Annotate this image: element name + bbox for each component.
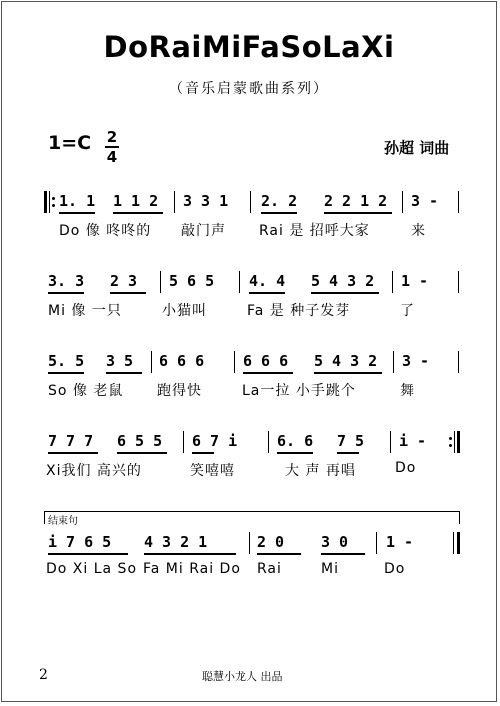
- eighth-underline: [110, 292, 146, 294]
- lyric-text: Do: [384, 561, 406, 577]
- barline: [453, 532, 454, 554]
- barline: [392, 271, 393, 293]
- eighth-underline: [144, 553, 236, 555]
- measure-notes: 7 5: [337, 432, 365, 450]
- barline: [183, 431, 184, 453]
- lyrics-row: [2, 300, 498, 322]
- end-repeat-bar: [457, 431, 460, 453]
- notes-row: [2, 350, 498, 374]
- measure-notes: 3 0: [321, 533, 349, 551]
- repeat-dot: [449, 437, 452, 440]
- measure-notes: 4 3 2 1: [144, 533, 208, 551]
- barline: [454, 431, 455, 453]
- eighth-underline: [277, 452, 313, 454]
- measure-notes: 4. 4: [249, 272, 286, 290]
- barline: [160, 271, 161, 293]
- measure-notes: 6 6 6: [159, 352, 205, 370]
- eighth-underline: [311, 292, 379, 294]
- lyrics-row: [2, 561, 498, 583]
- lyric-text: Do: [395, 460, 417, 476]
- lyric-text: Xi我们 高兴的: [46, 463, 142, 479]
- eighth-underline: [257, 553, 301, 555]
- key-signature: 1=C: [48, 132, 92, 154]
- barline: [234, 351, 235, 373]
- measure-notes: 6 7 i: [192, 432, 238, 450]
- lyric-text: 舞: [400, 383, 415, 399]
- measure-notes: 7 7 7: [48, 432, 94, 450]
- notes-row: [2, 531, 498, 555]
- eighth-underline: [48, 452, 98, 454]
- lyric-text: 来: [411, 223, 426, 239]
- measure-notes: 3. 3: [48, 272, 85, 290]
- time-signature: [105, 129, 119, 165]
- lyric-text: Do 像 咚咚的: [59, 223, 152, 239]
- measure-notes: 6 6 6: [243, 352, 289, 370]
- eighth-underline: [48, 372, 84, 374]
- eighth-underline: [243, 372, 293, 374]
- song-title: DoRaiMiFaSoLaXi: [103, 30, 395, 64]
- time-signature-top: 2: [106, 128, 118, 146]
- measure-notes: 5 4 3 2: [311, 272, 375, 290]
- lyric-text: Rai: [257, 561, 282, 577]
- measure-notes: 2 0: [257, 533, 285, 551]
- barline: [458, 271, 459, 293]
- barline: [458, 191, 459, 213]
- lyric-text: 敲门声: [181, 223, 226, 239]
- barline: [250, 191, 251, 213]
- measure-notes: 1 -: [386, 533, 414, 551]
- publisher-footer: 聪慧小龙人 出品: [202, 670, 283, 683]
- eighth-underline: [59, 212, 95, 214]
- measure-notes: 6 5 5: [117, 432, 163, 450]
- measure-notes: 3 5: [106, 352, 134, 370]
- time-signature-bottom: 4: [106, 148, 118, 166]
- lyric-text: 小猫叫: [162, 303, 207, 319]
- eighth-underline: [249, 292, 285, 294]
- song-subtitle: （音乐启蒙歌曲系列）: [169, 81, 329, 97]
- lyric-text: Fa 是 种子发芽: [247, 303, 351, 319]
- lyric-text: Rai 是 招呼大家: [259, 223, 370, 239]
- repeat-dot: [449, 444, 452, 447]
- lyric-text: 了: [400, 303, 415, 319]
- lyric-text: 跑得快: [157, 383, 202, 399]
- ending-bracket: [44, 511, 460, 524]
- lyrics-row: [2, 380, 498, 402]
- final-bar: [457, 532, 460, 554]
- barline: [402, 191, 403, 213]
- barline: [458, 351, 459, 373]
- eighth-underline: [192, 452, 214, 454]
- lyric-text: Do Xi La So: [46, 561, 138, 577]
- barline: [239, 271, 240, 293]
- measure-notes: i 7 6 5: [48, 533, 112, 551]
- barline: [376, 532, 377, 554]
- measure-notes: 2. 2: [261, 192, 298, 210]
- eighth-underline: [48, 553, 128, 555]
- lyrics-row: [2, 220, 498, 242]
- eighth-underline: [117, 452, 167, 454]
- lyric-text: 大 声 再唱: [285, 463, 356, 479]
- measure-notes: 3 3 1: [183, 192, 229, 210]
- barline: [249, 532, 250, 554]
- measure-notes: 2 2 1 2: [324, 192, 388, 210]
- lyric-text: Mi: [321, 561, 339, 577]
- eighth-underline: [324, 212, 392, 214]
- measure-notes: i -: [399, 432, 427, 450]
- measure-notes: 1 -: [401, 272, 429, 290]
- lyric-text: So 像 老鼠: [48, 383, 124, 399]
- eighth-underline: [321, 553, 365, 555]
- eighth-underline: [314, 372, 382, 374]
- measure-notes: 5 6 5: [169, 272, 215, 290]
- page-number: 2: [39, 667, 48, 683]
- measure-notes: 3 -: [402, 352, 430, 370]
- measure-notes: 1. 1: [59, 192, 96, 210]
- eighth-underline: [48, 292, 84, 294]
- barline: [151, 351, 152, 373]
- measure-notes: 2 3: [110, 272, 138, 290]
- eighth-underline: [113, 212, 163, 214]
- barline: [390, 431, 391, 453]
- measure-notes: 3 -: [411, 192, 439, 210]
- ending-label: 结束句: [48, 516, 78, 527]
- eighth-underline: [106, 372, 142, 374]
- barline: [393, 351, 394, 373]
- measure-notes: 5. 5: [48, 352, 85, 370]
- barline: [268, 431, 269, 453]
- barline: [174, 191, 175, 213]
- score-page: [1, 1, 497, 702]
- notes-row: [2, 430, 498, 454]
- lyric-text: 笑嘻嘻: [190, 463, 235, 479]
- eighth-underline: [337, 452, 359, 454]
- measure-notes: 1 1 2: [113, 192, 159, 210]
- lyrics-row: [2, 460, 498, 482]
- lyric-text: Fa Mi Rai Do: [143, 561, 241, 577]
- lyric-text: La一拉 小手跳个: [242, 383, 356, 399]
- measure-notes: 6. 6: [277, 432, 314, 450]
- lyric-text: Mi 像 一只: [48, 303, 122, 319]
- measure-notes: 5 4 3 2: [314, 352, 378, 370]
- eighth-underline: [261, 212, 297, 214]
- composer-credit: 孙超 词曲: [384, 139, 450, 157]
- notes-row: [2, 270, 498, 294]
